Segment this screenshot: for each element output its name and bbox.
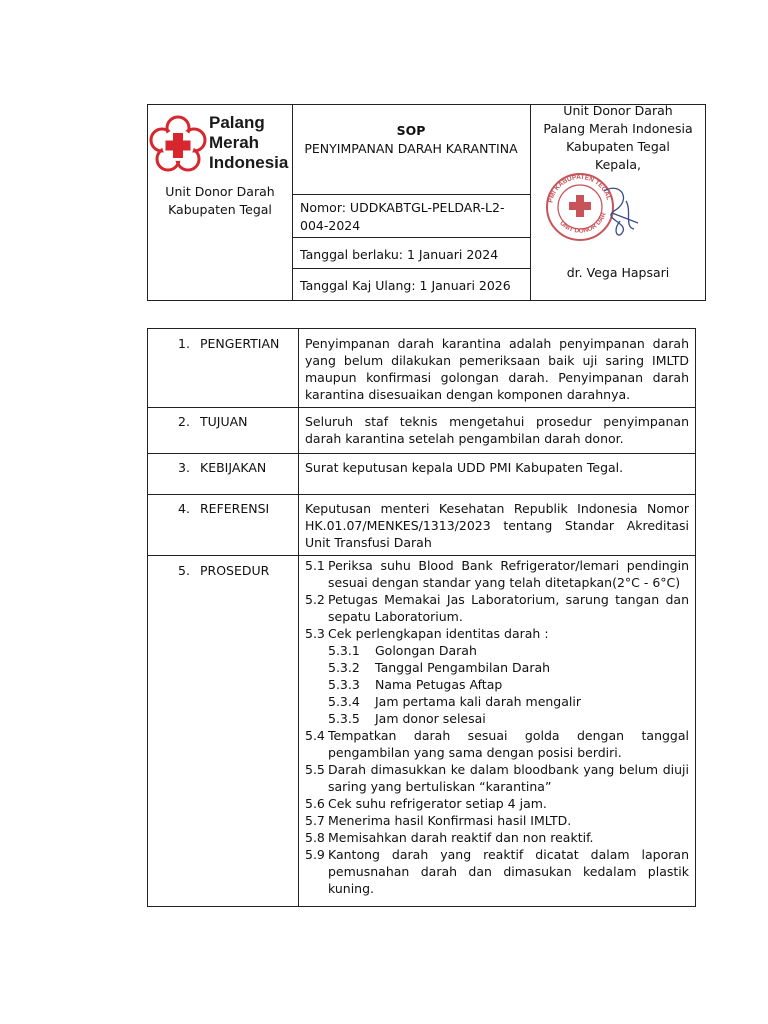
substep-text: Tanggal Pengambilan Darah xyxy=(375,660,551,675)
pmi-logo-icon xyxy=(148,114,208,174)
procedure-substep xyxy=(305,710,689,727)
step-number: 5.9 xyxy=(305,847,325,862)
substep-text: Jam pertama kali darah mengalir xyxy=(375,694,581,709)
substep-number: 5.3.3 xyxy=(328,677,360,692)
section-title: PROSEDUR xyxy=(200,563,270,578)
section-text-referensi: Keputusan menteri Kesehatan Republik Indonesia Nomor HK.01.07/MENKES/1313/2023 tentang Standar Akreditasi Unit Transfusi Darah xyxy=(305,501,689,550)
signer-name: dr. Vega Hapsari xyxy=(566,265,670,280)
pmi-logo xyxy=(148,114,208,178)
step-text: Memisahkan darah reaktif dan non reaktif. xyxy=(328,830,594,845)
procedure-substep xyxy=(305,676,689,693)
procedure-step xyxy=(305,557,689,591)
stamp-bottom-text: UNIT DONOR DAR xyxy=(558,211,608,235)
section-title: TUJUAN xyxy=(200,414,248,429)
substep-number: 5.3.4 xyxy=(328,694,360,709)
section-label-prosedur xyxy=(178,562,269,579)
step-text: Darah dimasukkan ke dalam bloodbank yang belum diuji saring yang bertuliskan “karantina” xyxy=(328,762,689,794)
substep-text: Golongan Darah xyxy=(375,643,477,658)
step-text: Kantong darah yang reaktif dicatat dalam laporan pemusnahan darah dan dimasukan kedalam plastik kuning. xyxy=(328,847,689,896)
procedure-substep xyxy=(305,642,689,659)
section-label-kebijakan xyxy=(178,459,266,476)
step-number: 5.4 xyxy=(305,728,325,743)
step-text: Tempatkan darah sesuai golda dengan tanggal pengambilan yang sama dengan posisi berdiri. xyxy=(328,728,689,760)
section-number: 3. xyxy=(178,460,190,475)
step-text: Periksa suhu Blood Bank Refrigerator/lemari pendingin sesuai dengan standar yang telah ditetapkan(2°C - 6°C) xyxy=(328,558,689,590)
procedure-step xyxy=(305,829,689,846)
procedure-step xyxy=(305,812,689,829)
procedure-step xyxy=(305,795,689,812)
official-stamp xyxy=(542,171,652,255)
step-number: 5.1 xyxy=(305,558,325,573)
sop-content-table xyxy=(147,328,696,907)
nomor-line1: Nomor: UDDKABTGL-PELDAR-L2- xyxy=(300,200,505,215)
section-number: 4. xyxy=(178,501,190,516)
step-text: Cek suhu refrigerator setiap 4 jam. xyxy=(328,796,547,811)
step-number: 5.5 xyxy=(305,762,325,777)
procedure-substep xyxy=(305,659,689,676)
substep-number: 5.3.2 xyxy=(328,660,360,675)
section-label-referensi xyxy=(178,500,269,517)
logo-wordmark xyxy=(209,113,288,173)
step-number: 5.2 xyxy=(305,592,325,607)
logo-word-merah: Merah xyxy=(209,133,260,152)
step-number: 5.8 xyxy=(305,830,325,845)
section-text-tujuan: Seluruh staf teknis mengetahui prosedur penyimpanan darah karantina setelah pengambilan darah donor. xyxy=(305,414,689,446)
section-number: 5. xyxy=(178,563,190,578)
section-label-pengertian xyxy=(178,335,279,352)
logo-word-indonesia: Indonesia xyxy=(209,153,289,172)
approver-block xyxy=(530,102,706,174)
effective-date: Tanggal berlaku: 1 Januari 2024 xyxy=(300,247,499,262)
stamp-top-text: PMI KABUPATEN TEGAL xyxy=(547,173,613,204)
stamp-signature-icon xyxy=(542,171,652,251)
procedure-step xyxy=(305,727,689,761)
substep-number: 5.3.1 xyxy=(328,643,360,658)
sop-header-table xyxy=(147,104,706,301)
org-left-line1: Unit Donor Darah xyxy=(165,184,275,199)
step-text: Petugas Memakai Jas Laboratorium, sarung tangan dan sepatu Laboratorium. xyxy=(328,592,689,624)
approver-line4: Kepala, xyxy=(595,157,641,172)
nomor-line2: 004-2024 xyxy=(300,218,361,233)
step-number: 5.6 xyxy=(305,796,325,811)
review-date: Tanggal Kaj Ulang: 1 Januari 2026 xyxy=(300,278,511,293)
org-left-line2: Kabupaten Tegal xyxy=(168,202,272,217)
procedure-step xyxy=(305,625,689,642)
sop-title-block xyxy=(292,122,530,158)
step-text: Menerima hasil Konfirmasi hasil IMLTD. xyxy=(328,813,572,828)
section-title: KEBIJAKAN xyxy=(200,460,267,475)
procedure-list xyxy=(305,557,689,897)
approver-line2: Palang Merah Indonesia xyxy=(543,121,693,136)
section-title: REFERENSI xyxy=(200,501,270,516)
approver-line3: Kabupaten Tegal xyxy=(566,139,670,154)
step-number: 5.7 xyxy=(305,813,325,828)
procedure-step xyxy=(305,846,689,897)
sop-label: SOP xyxy=(396,123,426,138)
section-title: PENGERTIAN xyxy=(200,336,280,351)
org-left xyxy=(148,183,292,219)
step-number: 5.3 xyxy=(305,626,325,641)
substep-text: Nama Petugas Aftap xyxy=(375,677,503,692)
section-number: 2. xyxy=(178,414,190,429)
document-number xyxy=(300,199,526,235)
section-text-kebijakan: Surat keputusan kepala UDD PMI Kabupaten Tegal. xyxy=(305,460,624,475)
procedure-substep xyxy=(305,693,689,710)
logo-word-palang: Palang xyxy=(209,113,265,132)
section-label-tujuan xyxy=(178,413,248,430)
step-text: Cek perlengkapan identitas darah : xyxy=(328,626,549,641)
procedure-step xyxy=(305,591,689,625)
section-text-pengertian: Penyimpanan darah karantina adalah penyimpanan darah yang belum dilakukan pemeriksaan baik uji saring IMLTD maupun konfirmasi golongan darah. Penyimpanan darah karantina disesuaikan dengan komponen darahnya. xyxy=(305,336,689,402)
substep-text: Jam donor selesai xyxy=(375,711,486,726)
procedure-step xyxy=(305,761,689,795)
approver-line1: Unit Donor Darah xyxy=(563,103,673,118)
substep-number: 5.3.5 xyxy=(328,711,360,726)
section-number: 1. xyxy=(178,336,190,351)
sop-title: PENYIMPANAN DARAH KARANTINA xyxy=(304,141,518,156)
